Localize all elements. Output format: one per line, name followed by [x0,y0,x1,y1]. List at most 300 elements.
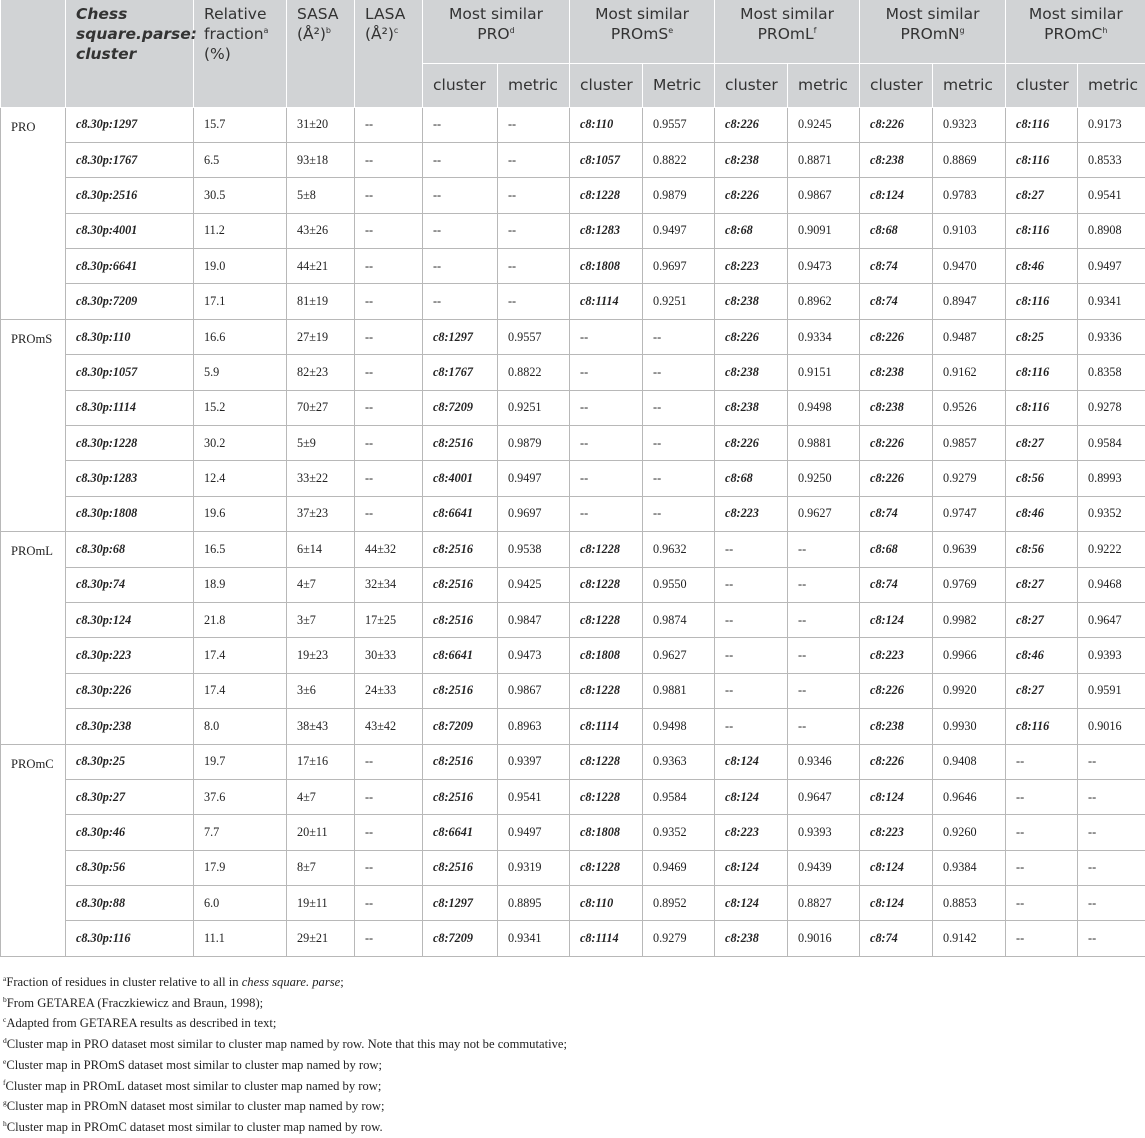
relative-fraction-cell: 17.1 [194,284,287,319]
similar-cluster-cell: c8:124 [860,779,933,814]
table-row [1,142,1145,177]
similar-cluster-cell: -- [423,249,498,284]
metric-cell: 0.9867 [788,178,860,213]
metric-cell: 0.8533 [1078,142,1145,177]
footnote-marker: c [394,26,398,35]
similar-cluster-cell: c8:68 [860,532,933,567]
metric-cell: 0.9541 [498,779,570,814]
similar-cluster-cell: c8:238 [715,921,788,956]
metric-cell: 0.9920 [933,673,1006,708]
cluster-id-cell: c8.30p:46 [66,815,194,850]
metric-cell: -- [1078,815,1145,850]
sasa-cell: 4±7 [287,567,355,602]
lasa-cell: -- [355,249,423,284]
header-group-label: Most similar PROmL [740,5,834,43]
similar-cluster-cell: c8:6641 [423,638,498,673]
metric-cell: 0.9352 [1078,496,1145,531]
footnote [3,1013,1143,1034]
footnote-text: Adapted from GETAREA results as described in text; [6,1016,276,1030]
footnote-marker: g [3,1098,7,1107]
footnote-text: Cluster map in PROmN dataset most similar to cluster map named by row; [7,1099,385,1113]
footnote-text: Cluster map in PRO dataset most similar to cluster map named by row. Note that this may not be commutative; [7,1037,567,1051]
similar-cluster-cell: c8:124 [715,850,788,885]
metric-cell: 0.9550 [643,567,715,602]
cluster-id-cell: c8.30p:88 [66,886,194,921]
metric-cell: 0.8952 [643,886,715,921]
similar-cluster-cell: -- [570,319,643,354]
similar-cluster-cell: c8:25 [1006,319,1078,354]
metric-cell: 0.9584 [1078,426,1145,461]
relative-fraction-cell: 18.9 [194,567,287,602]
footnote-marker: d [510,26,515,35]
metric-cell: 0.9498 [643,709,715,744]
lasa-cell: -- [355,319,423,354]
similar-cluster-cell: c8:226 [715,319,788,354]
similar-cluster-cell: c8:2516 [423,426,498,461]
relative-fraction-cell: 21.8 [194,602,287,637]
header-group-label: Most similar PROmC [1029,5,1123,43]
cluster-id-cell: c8.30p:1297 [66,107,194,142]
similar-cluster-cell: c8:238 [860,142,933,177]
similar-cluster-cell: c8:124 [715,779,788,814]
similar-cluster-cell: c8:1114 [570,284,643,319]
metric-cell: 0.9334 [788,319,860,354]
relative-fraction-cell: 19.7 [194,744,287,779]
lasa-cell: 44±32 [355,532,423,567]
metric-cell: 0.9251 [643,284,715,319]
metric-cell: 0.8827 [788,886,860,921]
table-row [1,355,1145,390]
footnote-marker: f [3,1077,6,1086]
table-body [1,107,1145,956]
table-row [1,850,1145,885]
similar-cluster-cell: c8:226 [715,178,788,213]
subheader-cluster: cluster [860,63,933,107]
lasa-cell: -- [355,461,423,496]
metric-cell: 0.8871 [788,142,860,177]
metric-cell: 0.9557 [498,319,570,354]
subheader-metric: metric [788,63,860,107]
metric-cell: -- [498,213,570,248]
footnote-marker: h [1102,26,1107,35]
relative-fraction-cell: 8.0 [194,709,287,744]
lasa-cell: -- [355,744,423,779]
similar-cluster-cell: c8:124 [860,178,933,213]
similar-cluster-cell: c8:27 [1006,673,1078,708]
similar-cluster-cell: c8:124 [860,850,933,885]
similar-cluster-cell: c8:1767 [423,355,498,390]
similar-cluster-cell: c8:116 [1006,284,1078,319]
sasa-cell: 37±23 [287,496,355,531]
cluster-id-cell: c8.30p:226 [66,673,194,708]
metric-cell: 0.9384 [933,850,1006,885]
similar-cluster-cell: c8:116 [1006,107,1078,142]
sasa-cell: 82±23 [287,355,355,390]
footnote-tail: ; [340,975,344,989]
metric-cell: -- [643,496,715,531]
similar-cluster-cell: c8:7209 [423,390,498,425]
metric-cell: 0.9497 [643,213,715,248]
cluster-id-cell: c8.30p:238 [66,709,194,744]
similar-cluster-cell: -- [570,355,643,390]
lasa-cell: -- [355,107,423,142]
similar-cluster-cell: -- [423,178,498,213]
metric-cell: 0.8822 [498,355,570,390]
footnote-marker: c [3,1015,6,1024]
relative-fraction-cell: 6.5 [194,142,287,177]
footnote-text: Cluster map in PROmS dataset most similar to cluster map named by row; [6,1058,382,1072]
similar-cluster-cell: c8:74 [860,249,933,284]
similar-cluster-cell: -- [423,107,498,142]
similar-cluster-cell: c8:1808 [570,815,643,850]
metric-cell: 0.9279 [643,921,715,956]
metric-cell: 0.9408 [933,744,1006,779]
similar-cluster-cell: c8:46 [1006,249,1078,284]
metric-cell: 0.8869 [933,142,1006,177]
metric-cell: 0.9627 [643,638,715,673]
cluster-id-cell: c8.30p:110 [66,319,194,354]
similar-cluster-cell: c8:6641 [423,496,498,531]
similar-cluster-cell: c8:68 [715,461,788,496]
metric-cell: 0.9557 [643,107,715,142]
metric-cell: 0.9473 [498,638,570,673]
similar-cluster-cell: c8:27 [1006,567,1078,602]
sasa-cell: 81±19 [287,284,355,319]
footnotes [3,972,1143,1138]
header-group-label: Most similar PROmS [595,5,689,43]
metric-cell: -- [788,602,860,637]
similar-cluster-cell: c8:2516 [423,602,498,637]
relative-fraction-cell: 15.2 [194,390,287,425]
cluster-id-cell: c8.30p:124 [66,602,194,637]
metric-cell: 0.9341 [498,921,570,956]
metric-cell: 0.9867 [498,673,570,708]
similar-cluster-cell: c8:226 [715,107,788,142]
similar-cluster-cell: c8:1114 [570,709,643,744]
similar-cluster-cell: c8:1228 [570,532,643,567]
group-label: PROmC [1,744,66,956]
similar-cluster-cell: c8:1297 [423,886,498,921]
metric-cell: 0.8947 [933,284,1006,319]
similar-cluster-cell: c8:74 [860,284,933,319]
lasa-cell: 30±33 [355,638,423,673]
metric-cell: 0.9173 [1078,107,1145,142]
metric-cell: 0.9323 [933,107,1006,142]
footnote-marker: a [264,26,269,35]
metric-cell: 0.9222 [1078,532,1145,567]
similar-cluster-cell: -- [423,213,498,248]
similar-cluster-cell: -- [715,673,788,708]
header-relative-fraction-unit: (%) [204,45,231,63]
footnote-marker: b [326,26,331,35]
table-row [1,319,1145,354]
similar-cluster-cell: c8:1228 [570,779,643,814]
sasa-cell: 31±20 [287,107,355,142]
similar-cluster-cell: c8:7209 [423,921,498,956]
sasa-cell: 4±7 [287,779,355,814]
similar-cluster-cell: c8:124 [715,744,788,779]
metric-cell: 0.9468 [1078,567,1145,602]
metric-cell: 0.9879 [498,426,570,461]
metric-cell: 0.9881 [643,673,715,708]
similar-cluster-cell: c8:1228 [570,178,643,213]
relative-fraction-cell: 19.0 [194,249,287,284]
sasa-cell: 19±11 [287,886,355,921]
footnote-marker: b [3,995,7,1004]
table-row [1,390,1145,425]
lasa-cell: -- [355,850,423,885]
table-row [1,426,1145,461]
lasa-cell: 43±42 [355,709,423,744]
table-row [1,532,1145,567]
table-row [1,461,1145,496]
metric-cell: 0.8358 [1078,355,1145,390]
header-sasa-unit: (Å²) [297,25,326,43]
similar-cluster-cell: c8:6641 [423,815,498,850]
similar-cluster-cell: c8:116 [1006,390,1078,425]
table-row [1,744,1145,779]
metric-cell: -- [643,426,715,461]
metric-cell: -- [788,638,860,673]
footnote [3,1034,1143,1055]
sasa-cell: 5±9 [287,426,355,461]
footnote-emphasis: chess square. parse [242,975,341,989]
relative-fraction-cell: 37.6 [194,779,287,814]
similar-cluster-cell: c8:74 [860,921,933,956]
metric-cell: 0.9346 [788,744,860,779]
cluster-id-cell: c8.30p:1114 [66,390,194,425]
similar-cluster-cell: c8:2516 [423,532,498,567]
cluster-id-cell: c8.30p:56 [66,850,194,885]
footnote-text: From GETAREA (Fraczkiewicz and Braun, 1998); [7,996,263,1010]
metric-cell: 0.9591 [1078,673,1145,708]
metric-cell: 0.9538 [498,532,570,567]
similar-cluster-cell: c8:238 [715,390,788,425]
table-row [1,673,1145,708]
similar-cluster-cell: c8:223 [860,638,933,673]
metric-cell: 0.9647 [1078,602,1145,637]
similar-cluster-cell: c8:226 [860,744,933,779]
metric-cell: 0.9497 [498,815,570,850]
metric-cell: 0.9966 [933,638,1006,673]
metric-cell: 0.8963 [498,709,570,744]
metric-cell: -- [788,567,860,602]
relative-fraction-cell: 16.6 [194,319,287,354]
similar-cluster-cell: c8:2516 [423,779,498,814]
metric-cell: 0.9697 [643,249,715,284]
table-row [1,567,1145,602]
similar-cluster-cell: -- [1006,815,1078,850]
similar-cluster-cell: c8:238 [715,142,788,177]
metric-cell: 0.9487 [933,319,1006,354]
table-row [1,107,1145,142]
similar-cluster-cell: c8:238 [715,284,788,319]
footnote-marker: d [3,1036,7,1045]
similar-cluster-cell: c8:124 [715,886,788,921]
cluster-id-cell: c8.30p:116 [66,921,194,956]
header-lasa [355,0,423,107]
lasa-cell: -- [355,142,423,177]
similar-cluster-cell: c8:56 [1006,532,1078,567]
metric-cell: -- [1078,779,1145,814]
footnote [3,1055,1143,1076]
table-row [1,779,1145,814]
metric-cell: -- [1078,886,1145,921]
similar-cluster-cell: c8:116 [1006,213,1078,248]
subheader-cluster: cluster [423,63,498,107]
cluster-id-cell: c8.30p:1057 [66,355,194,390]
similar-cluster-cell: c8:1228 [570,567,643,602]
similar-cluster-cell: c8:2516 [423,744,498,779]
metric-cell: 0.9393 [1078,638,1145,673]
metric-cell: 0.9697 [498,496,570,531]
relative-fraction-cell: 17.4 [194,638,287,673]
similar-cluster-cell: c8:68 [860,213,933,248]
similar-cluster-cell: -- [423,284,498,319]
cluster-id-cell: c8.30p:27 [66,779,194,814]
similar-cluster-cell: -- [1006,886,1078,921]
header-group-label: Most similar PROmN [886,5,980,43]
metric-cell: -- [643,319,715,354]
metric-cell: 0.8962 [788,284,860,319]
similar-cluster-cell: -- [570,426,643,461]
similar-cluster-cell: -- [1006,779,1078,814]
metric-cell: 0.9881 [788,426,860,461]
similar-cluster-cell: c8:74 [860,567,933,602]
metric-cell: 0.9151 [788,355,860,390]
subheader-metric: metric [933,63,1006,107]
similar-cluster-cell: -- [715,567,788,602]
similar-cluster-cell: c8:223 [715,496,788,531]
lasa-cell: -- [355,213,423,248]
cluster-id-cell: c8.30p:2516 [66,178,194,213]
metric-cell: 0.8895 [498,886,570,921]
metric-cell: 0.9393 [788,815,860,850]
table-row [1,709,1145,744]
metric-cell: 0.9425 [498,567,570,602]
similar-cluster-cell: -- [1006,850,1078,885]
similar-cluster-cell: c8:1228 [570,744,643,779]
relative-fraction-cell: 19.6 [194,496,287,531]
metric-cell: 0.9091 [788,213,860,248]
lasa-cell: 24±33 [355,673,423,708]
lasa-cell: -- [355,815,423,850]
metric-cell: 0.9857 [933,426,1006,461]
similar-cluster-cell: c8:27 [1006,426,1078,461]
similar-cluster-cell: c8:116 [1006,709,1078,744]
similar-cluster-cell: c8:1808 [570,638,643,673]
relative-fraction-cell: 17.4 [194,673,287,708]
metric-cell: 0.8908 [1078,213,1145,248]
subheader-cluster: cluster [570,63,643,107]
similar-cluster-cell: c8:1114 [570,921,643,956]
metric-cell: 0.9251 [498,390,570,425]
subheader-metric: metric [498,63,570,107]
similar-cluster-cell: c8:124 [860,602,933,637]
group-label: PROmL [1,532,66,744]
metric-cell: 0.9632 [643,532,715,567]
metric-cell: -- [788,709,860,744]
footnote-marker: g [960,26,965,35]
table-row [1,886,1145,921]
header-most-similar-proml [715,0,860,63]
similar-cluster-cell: -- [715,602,788,637]
metric-cell: 0.9584 [643,779,715,814]
metric-cell: 0.9879 [643,178,715,213]
header-cluster: Chess square.parse: cluster [66,0,194,107]
metric-cell: 0.9747 [933,496,1006,531]
sasa-cell: 29±21 [287,921,355,956]
similar-cluster-cell: c8:226 [860,107,933,142]
metric-cell: -- [498,249,570,284]
similar-cluster-cell: c8:226 [860,461,933,496]
metric-cell: 0.9397 [498,744,570,779]
cluster-id-cell: c8.30p:223 [66,638,194,673]
group-label: PROmS [1,319,66,531]
metric-cell: 0.9245 [788,107,860,142]
metric-cell: 0.9469 [643,850,715,885]
cluster-id-cell: c8.30p:1808 [66,496,194,531]
relative-fraction-cell: 7.7 [194,815,287,850]
header-group-label: Most similar PRO [449,5,543,43]
lasa-cell: 17±25 [355,602,423,637]
similar-cluster-cell: c8:4001 [423,461,498,496]
sasa-cell: 44±21 [287,249,355,284]
footnote [3,1076,1143,1097]
metric-cell: 0.9526 [933,390,1006,425]
metric-cell: 0.9260 [933,815,1006,850]
metric-cell: -- [1078,744,1145,779]
subheader-metric: metric [1078,63,1145,107]
footnote [3,972,1143,993]
sasa-cell: 20±11 [287,815,355,850]
header-most-similar-proms [570,0,715,63]
metric-cell: -- [498,178,570,213]
similar-cluster-cell: c8:238 [860,709,933,744]
metric-cell: 0.9982 [933,602,1006,637]
subheader-cluster: cluster [715,63,788,107]
similar-cluster-cell: c8:74 [860,496,933,531]
similar-cluster-cell: c8:238 [860,390,933,425]
lasa-cell: -- [355,355,423,390]
metric-cell: -- [1078,850,1145,885]
metric-cell: 0.9363 [643,744,715,779]
lasa-cell: -- [355,284,423,319]
relative-fraction-cell: 16.5 [194,532,287,567]
similar-cluster-cell: -- [715,638,788,673]
similar-cluster-cell: c8:7209 [423,709,498,744]
sasa-cell: 38±43 [287,709,355,744]
sasa-cell: 27±19 [287,319,355,354]
similar-cluster-cell: c8:1297 [423,319,498,354]
metric-cell: 0.9319 [498,850,570,885]
similar-cluster-cell: c8:1228 [570,602,643,637]
metric-cell: 0.8822 [643,142,715,177]
footnote-marker: e [668,26,673,35]
sasa-cell: 8±7 [287,850,355,885]
metric-cell: -- [643,355,715,390]
cluster-id-cell: c8.30p:74 [66,567,194,602]
similar-cluster-cell: c8:223 [860,815,933,850]
header-most-similar-pro [423,0,570,63]
relative-fraction-cell: 15.7 [194,107,287,142]
similar-cluster-cell: c8:124 [860,886,933,921]
cluster-id-cell: c8.30p:4001 [66,213,194,248]
lasa-cell: -- [355,921,423,956]
metric-cell: 0.9541 [1078,178,1145,213]
relative-fraction-cell: 11.1 [194,921,287,956]
metric-cell: 0.9103 [933,213,1006,248]
